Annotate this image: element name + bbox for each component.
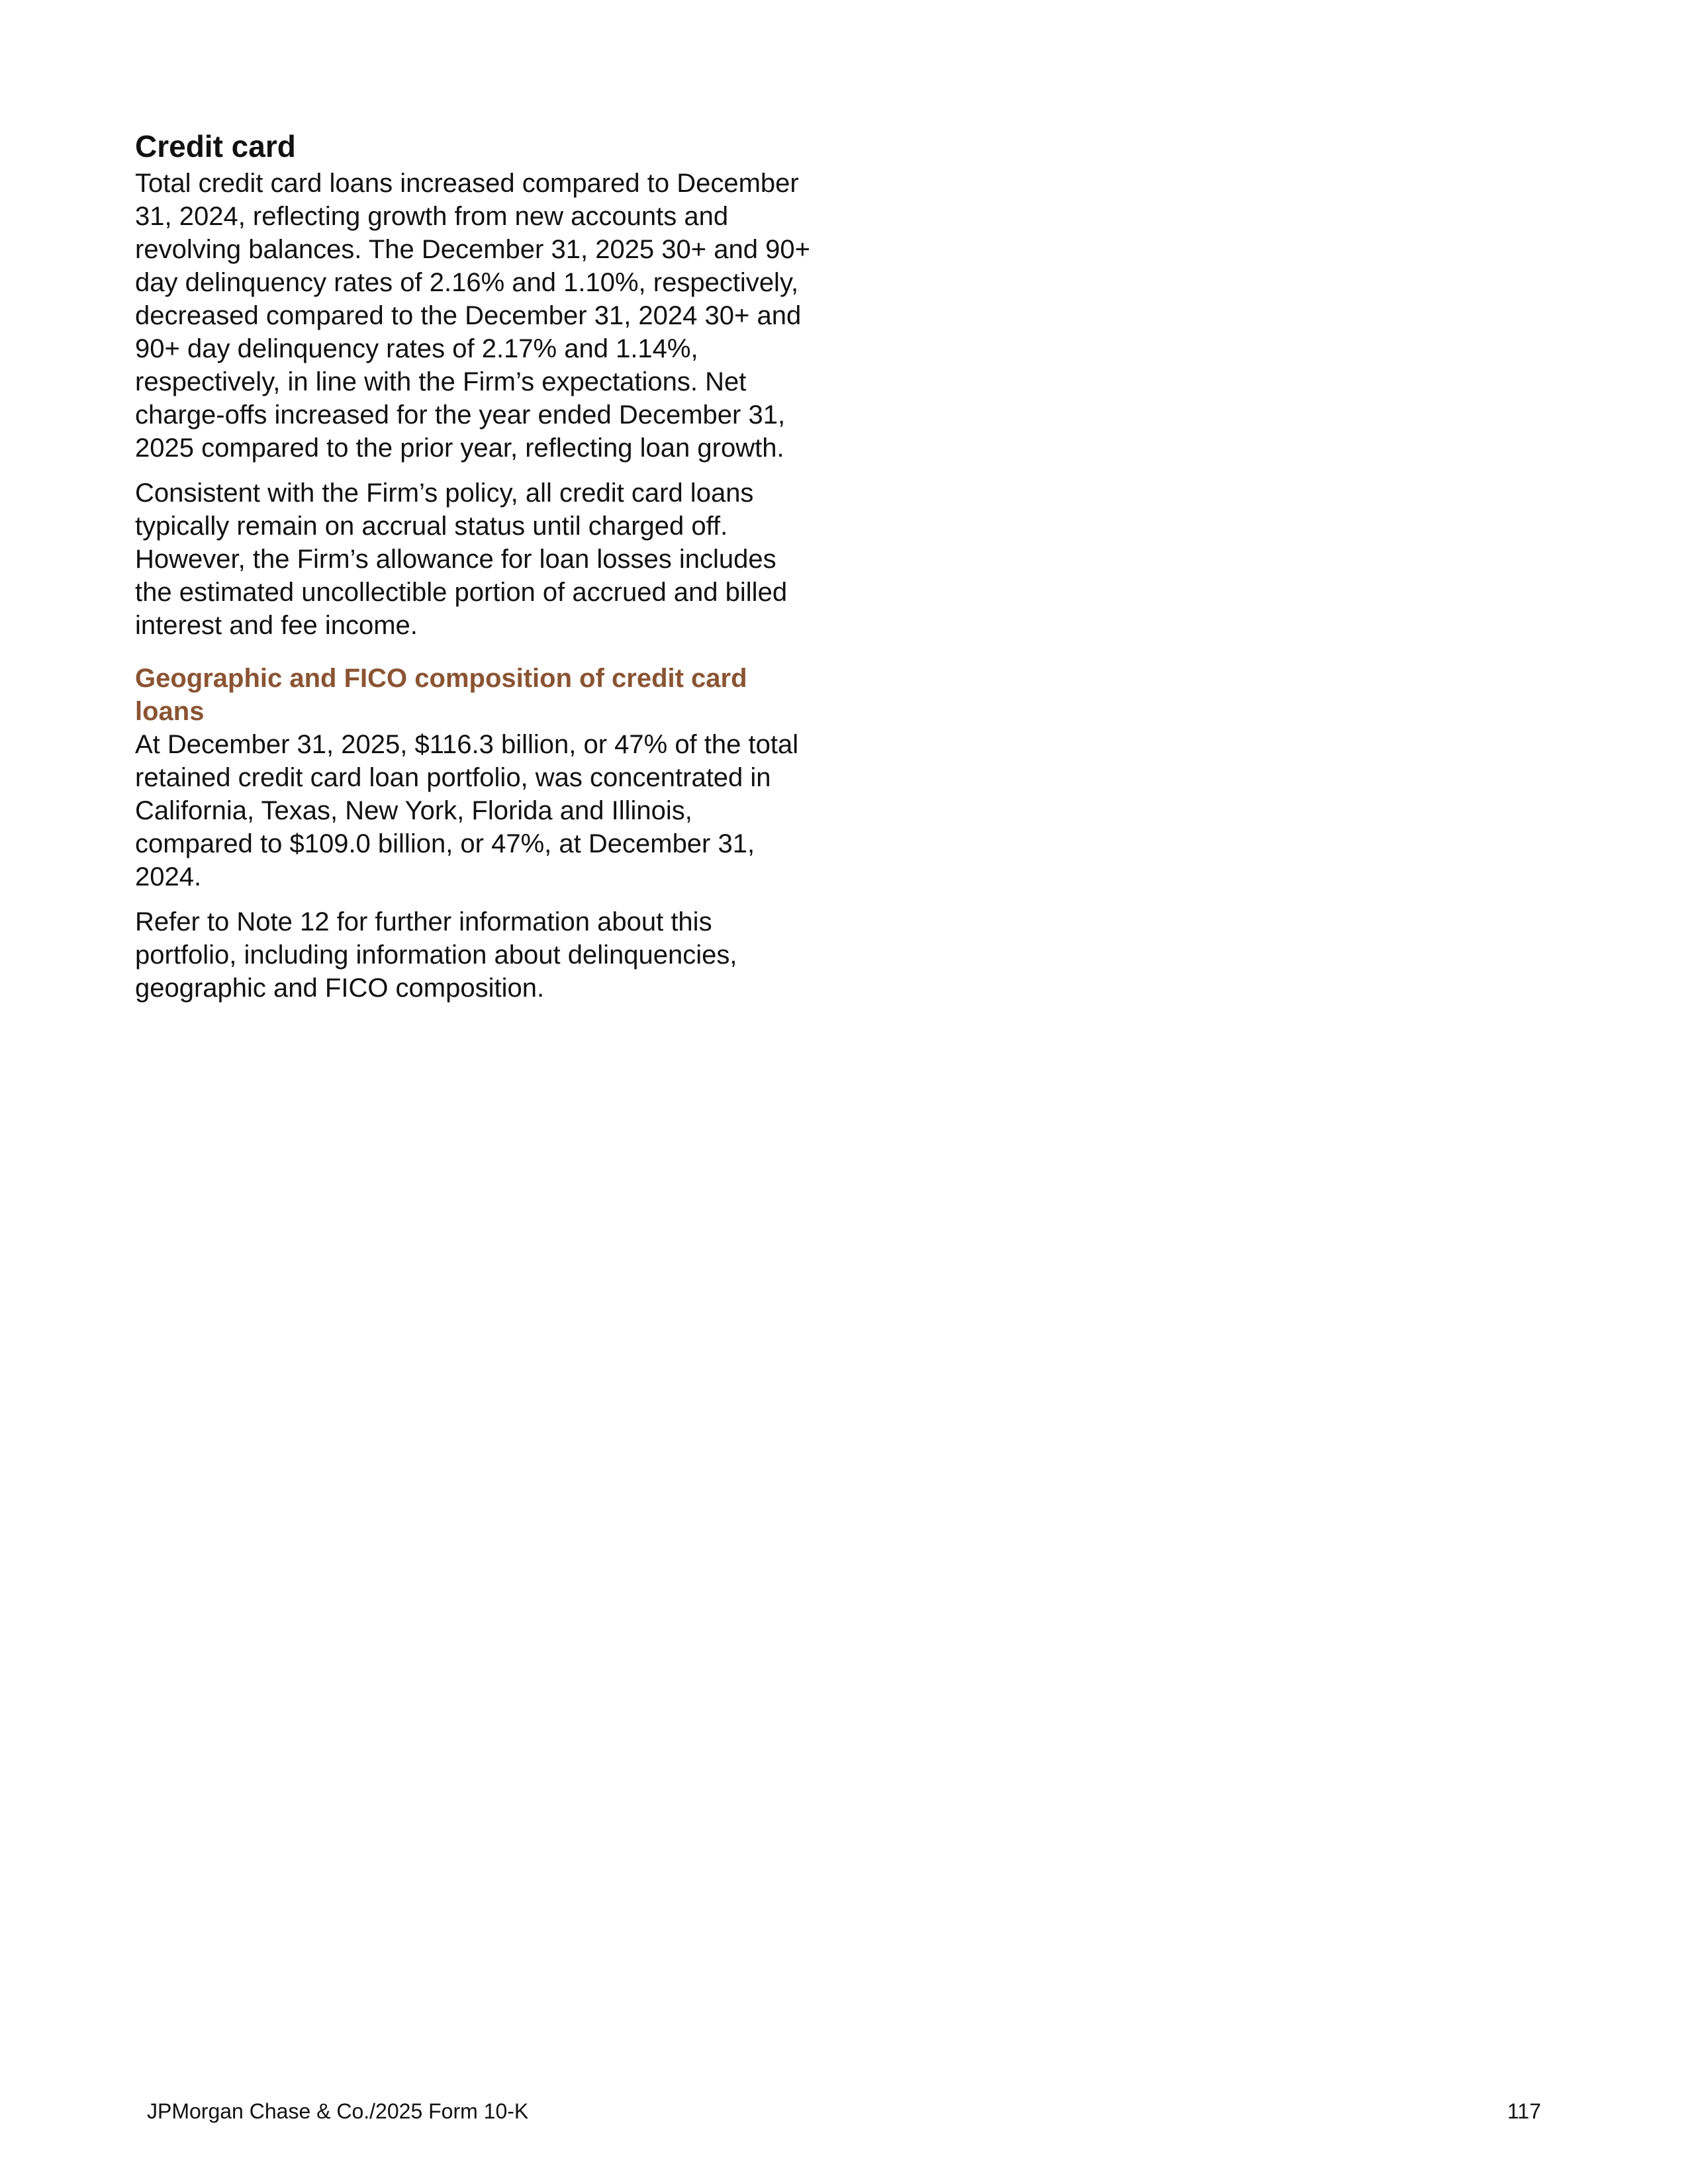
- subsection-paragraph-2: Refer to Note 12 for further information about this portfolio, including information about delinquencies, geographic and FICO composition.: [135, 907, 737, 1003]
- main-text-column: [135, 126, 810, 1017]
- section-paragraph-2: Consistent with the Firm’s policy, all credit card loans typically remain on accrual status until charged off. However, the Firm’s allowance for loan losses includes the estimated uncollectible portion of accrued and billed interest and fee income.: [135, 478, 788, 640]
- subsection-title: Geographic and FICO composition of credit card loans: [135, 664, 747, 726]
- section-paragraph-1: Total credit card loans increased compared to December 31, 2024, reflecting growth from new accounts and revolving balances. The December 31, 2025 30+ and 90+ day delinquency rates of 2.16% and 1.10%, respectively, decreased compared to the December 31, 2024 30+ and 90+ day delinquency rates of 2.17% and 1.14%, respectively, in line with the Firm’s expectations. Net charge-offs increased for the year ended December 31, 2025 compared to the prior year, reflecting loan growth.: [135, 169, 810, 463]
- footer-publication: JPMorgan Chase & Co./2025 Form 10-K: [147, 2099, 529, 2123]
- subsection-paragraph-1: At December 31, 2025, $116.3 billion, or 47% of the total retained credit card loan portfolio, was concentrated in California, Texas, New York, Florida and Illinois, compared to $109.0 billion, or 47%, at December 31, 2024.: [135, 730, 799, 891]
- section-title: Credit card: [135, 129, 296, 163]
- page-number: 117: [1507, 2099, 1541, 2123]
